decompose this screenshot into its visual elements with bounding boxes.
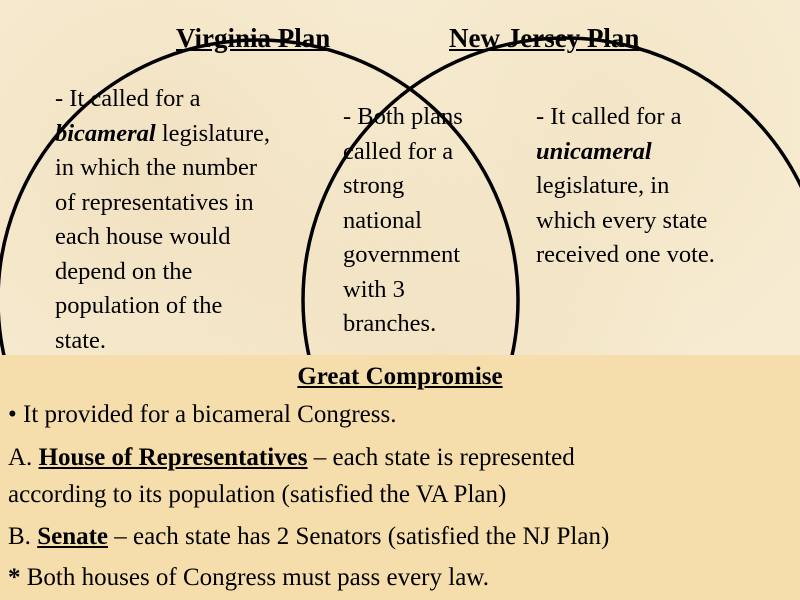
both-line: branches.: [343, 310, 437, 337]
new-jersey-line: [536, 135, 756, 170]
both-line: - Both plans: [343, 103, 463, 130]
new-jersey-line: received one vote.: [536, 241, 715, 268]
senate-description: – each state has 2 Senators (satisfied the NJ Plan): [108, 523, 610, 550]
new-jersey-line: - It called for a: [536, 103, 682, 130]
new-jersey-line: legislature, in: [536, 172, 670, 199]
house-continuation-line: according to its population (satisfied the VA Plan): [8, 481, 507, 508]
virginia-line: [55, 117, 317, 152]
new-jersey-line: which every state: [536, 206, 708, 234]
both-line: national: [343, 206, 422, 234]
both-houses-note: [8, 561, 798, 595]
virginia-line: population of the: [55, 292, 223, 319]
virginia-line: depend on the: [55, 257, 193, 285]
virginia-line-rest: legislature,: [161, 119, 271, 147]
virginia-plan-title: Virginia Plan: [176, 23, 331, 53]
asterisk: *: [8, 564, 21, 591]
new-jersey-plan-text: [536, 100, 756, 273]
both-line: called for a: [343, 137, 454, 165]
house-prefix: A.: [8, 444, 39, 471]
both-plans-text: [343, 100, 493, 342]
virginia-line: in which the number: [55, 154, 258, 181]
house-of-representatives-line: [8, 441, 798, 475]
note-text: Both houses of Congress must pass every law.: [20, 564, 489, 591]
senate-line: [8, 520, 798, 554]
senate-term: Senate: [37, 523, 109, 550]
new-jersey-plan-title: New Jersey Plan: [449, 23, 640, 53]
house-description: – each state is represented: [307, 444, 575, 471]
senate-prefix: B.: [8, 523, 38, 550]
both-line: government: [343, 241, 461, 268]
house-of-representatives-term: House of Representatives: [38, 444, 308, 471]
both-line: strong: [343, 172, 405, 199]
virginia-line: each house would: [55, 223, 231, 250]
virginia-plan-text: [55, 82, 317, 358]
virginia-line: of representatives in: [55, 188, 254, 216]
virginia-line: - It called for a: [55, 85, 201, 112]
compromise-bullet: • It provided for a bicameral Congress.: [8, 401, 397, 428]
both-line: with 3: [343, 275, 405, 303]
great-compromise-title: Great Compromise: [297, 363, 503, 390]
bicameral-term: bicameral: [55, 119, 156, 147]
unicameral-term: unicameral: [536, 137, 652, 165]
virginia-line: state.: [55, 326, 107, 354]
